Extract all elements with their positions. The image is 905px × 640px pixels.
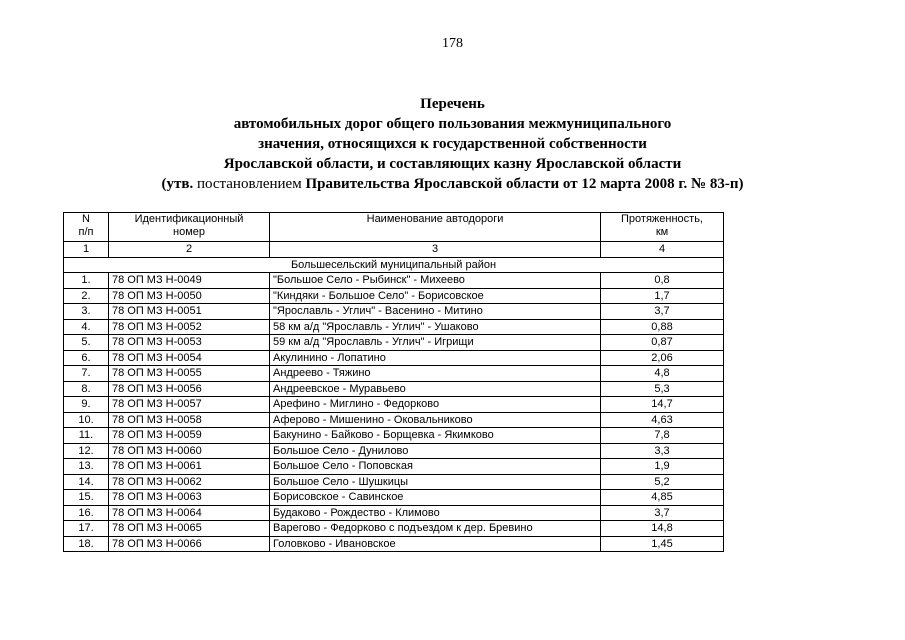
document-title [0, 94, 905, 194]
road-name-cell: "Ярославль - Углич" - Васенино - Митино [270, 304, 601, 320]
table-row [64, 350, 724, 366]
table-row [64, 412, 724, 428]
row-number-cell: 2. [64, 288, 109, 304]
table-row [64, 335, 724, 351]
road-name-cell: Большое Село - Дунилово [270, 443, 601, 459]
road-length-cell: 4,8 [601, 366, 724, 382]
table-row [64, 319, 724, 335]
header-length-line1: Протяженность, [621, 213, 703, 225]
row-number-cell: 4. [64, 319, 109, 335]
road-name-cell: Андреево - Тяжино [270, 366, 601, 382]
road-name-cell: Андреевское - Муравьево [270, 381, 601, 397]
row-number-cell: 14. [64, 474, 109, 490]
road-length-cell: 14,7 [601, 397, 724, 413]
road-id-cell: 78 ОП МЗ Н-0054 [109, 350, 270, 366]
title-line-4: Ярославской области, и составляющих казну Ярославской области [223, 156, 682, 172]
road-length-cell: 0,87 [601, 335, 724, 351]
road-length-cell: 3,7 [601, 505, 724, 521]
table-row [64, 273, 724, 289]
road-length-cell: 7,8 [601, 428, 724, 444]
road-name-cell: Большое Село - Поповская [270, 459, 601, 475]
road-length-cell: 1,7 [601, 288, 724, 304]
table-row [64, 536, 724, 552]
column-number-row [64, 242, 724, 258]
road-length-cell: 5,3 [601, 381, 724, 397]
road-id-cell: 78 ОП МЗ Н-0061 [109, 459, 270, 475]
road-id-cell: 78 ОП МЗ Н-0050 [109, 288, 270, 304]
road-name-cell: Варегово - Федорково с подъездом к дер. Бревино [270, 521, 601, 537]
header-id-line1: Идентификационный [134, 213, 244, 225]
road-length-cell: 2,06 [601, 350, 724, 366]
row-number-cell: 16. [64, 505, 109, 521]
road-id-cell: 78 ОП МЗ Н-0057 [109, 397, 270, 413]
road-length-cell: 1,45 [601, 536, 724, 552]
road-name-cell: "Большое Село - Рыбинск" - Михеево [270, 273, 601, 289]
road-name-cell: Арефино - Миглино - Федорково [270, 397, 601, 413]
road-length-cell: 4,63 [601, 412, 724, 428]
row-number-cell: 12. [64, 443, 109, 459]
road-id-cell: 78 ОП МЗ Н-0049 [109, 273, 270, 289]
road-length-cell: 1,9 [601, 459, 724, 475]
row-number-cell: 9. [64, 397, 109, 413]
road-name-cell: Акулинино - Лопатино [270, 350, 601, 366]
road-name-cell: Большое Село - Шушкицы [270, 474, 601, 490]
road-id-cell: 78 ОП МЗ Н-0064 [109, 505, 270, 521]
row-number-cell: 8. [64, 381, 109, 397]
row-number-cell: 17. [64, 521, 109, 537]
row-number-cell: 3. [64, 304, 109, 320]
table-row [64, 490, 724, 506]
table-row [64, 397, 724, 413]
title-line-2: автомобильных дорог общего пользования межмуниципального [233, 116, 672, 132]
road-name-cell: Аферово - Мишенино - Оковальниково [270, 412, 601, 428]
road-length-cell: 0,8 [601, 273, 724, 289]
table-row [64, 521, 724, 537]
road-name-cell: Бакунино - Байково - Борщевка - Якимково [270, 428, 601, 444]
table-header-row [64, 213, 724, 242]
road-id-cell: 78 ОП МЗ Н-0056 [109, 381, 270, 397]
title-line-5-rest: Правительства Ярославской области от 12 марта 2008 г. № 83-п) [305, 176, 744, 192]
table-row [64, 288, 724, 304]
road-id-cell: 78 ОП МЗ Н-0052 [109, 319, 270, 335]
road-id-cell: 78 ОП МЗ Н-0063 [109, 490, 270, 506]
header-id-line2: номер [173, 226, 205, 238]
row-number-cell: 7. [64, 366, 109, 382]
road-id-cell: 78 ОП МЗ Н-0066 [109, 536, 270, 552]
row-number-cell: 6. [64, 350, 109, 366]
table-row [64, 443, 724, 459]
section-row [64, 257, 724, 273]
table-row [64, 459, 724, 475]
table-row [64, 381, 724, 397]
road-length-cell: 3,3 [601, 443, 724, 459]
road-id-cell: 78 ОП МЗ Н-0058 [109, 412, 270, 428]
road-name-cell: 58 км а/д "Ярославль - Углич" - Ушаково [270, 319, 601, 335]
table-row [64, 474, 724, 490]
road-name-cell: Будаково - Рождество - Климово [270, 505, 601, 521]
column-number-cell: 3 [270, 242, 601, 258]
title-line-1: Перечень [420, 96, 485, 112]
title-line-5-open: (утв. [161, 176, 194, 192]
title-line-5-plain: постановлением [196, 176, 302, 192]
road-id-cell: 78 ОП МЗ Н-0060 [109, 443, 270, 459]
section-title: Большесельский муниципальный район [64, 257, 724, 273]
road-name-cell: 59 км а/д "Ярославль - Углич" - Игрищи [270, 335, 601, 351]
header-id [109, 213, 270, 242]
row-number-cell: 10. [64, 412, 109, 428]
road-name-cell: "Киндяки - Большое Село" - Борисовское [270, 288, 601, 304]
header-length-line2: км [655, 226, 669, 238]
table-row [64, 304, 724, 320]
header-name-line1: Наименование автодороги [366, 213, 504, 225]
row-number-cell: 11. [64, 428, 109, 444]
header-name [270, 213, 601, 242]
page-number: 178 [442, 36, 463, 51]
road-id-cell: 78 ОП МЗ Н-0065 [109, 521, 270, 537]
road-length-cell: 4,85 [601, 490, 724, 506]
table-row [64, 505, 724, 521]
row-number-cell: 1. [64, 273, 109, 289]
row-number-cell: 15. [64, 490, 109, 506]
column-number-cell: 4 [601, 242, 724, 258]
road-id-cell: 78 ОП МЗ Н-0062 [109, 474, 270, 490]
header-number-line1: N [82, 213, 90, 225]
row-number-cell: 5. [64, 335, 109, 351]
road-id-cell: 78 ОП МЗ Н-0059 [109, 428, 270, 444]
road-length-cell: 5,2 [601, 474, 724, 490]
road-length-cell: 0,88 [601, 319, 724, 335]
table-row [64, 366, 724, 382]
header-number-line2: п/п [78, 226, 94, 238]
road-id-cell: 78 ОП МЗ Н-0051 [109, 304, 270, 320]
title-line-5 [0, 174, 905, 194]
road-length-cell: 14,8 [601, 521, 724, 537]
header-number [64, 213, 109, 242]
column-number-cell: 1 [64, 242, 109, 258]
column-number-cell: 2 [109, 242, 270, 258]
table-row [64, 428, 724, 444]
title-line-3: значения, относящихся к государственной собственности [258, 136, 647, 152]
row-number-cell: 18. [64, 536, 109, 552]
road-name-cell: Головково - Ивановское [270, 536, 601, 552]
road-length-cell: 3,7 [601, 304, 724, 320]
road-name-cell: Борисовское - Савинское [270, 490, 601, 506]
header-length [601, 213, 724, 242]
road-id-cell: 78 ОП МЗ Н-0053 [109, 335, 270, 351]
roads-table [63, 212, 724, 552]
road-id-cell: 78 ОП МЗ Н-0055 [109, 366, 270, 382]
row-number-cell: 13. [64, 459, 109, 475]
